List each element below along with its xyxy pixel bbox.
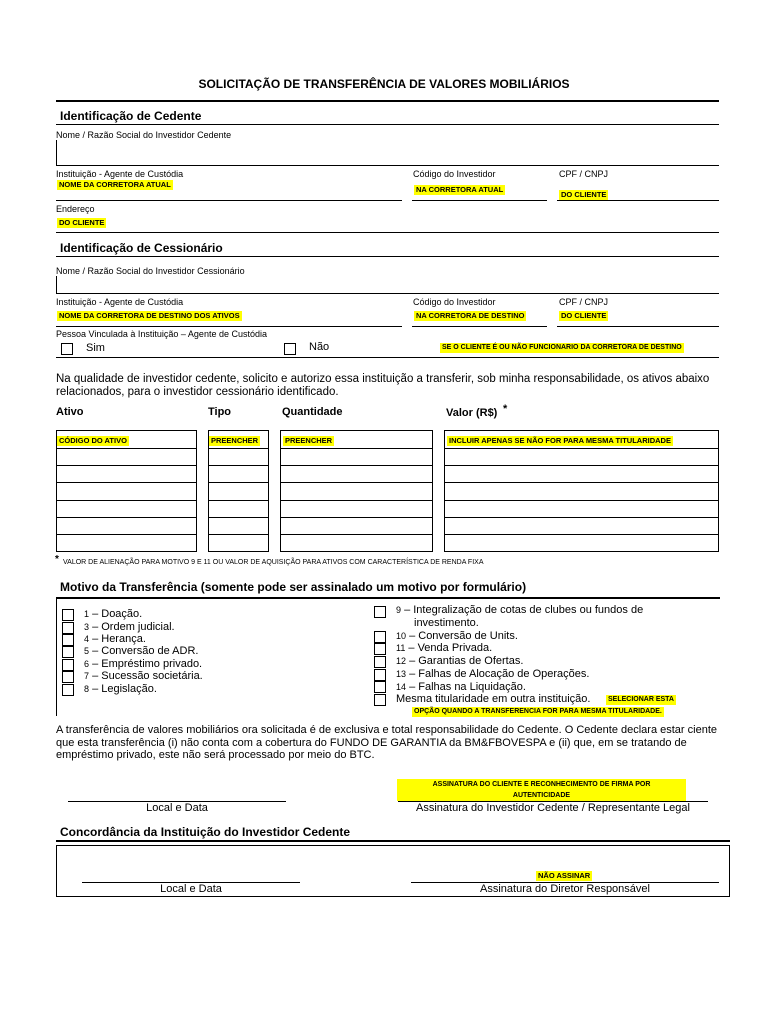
cedente-endereco-label: Endereço	[56, 204, 95, 214]
grid-line	[280, 482, 433, 483]
grid-line	[208, 500, 269, 501]
motivo-6-checkbox[interactable]	[62, 659, 74, 671]
cell-tipo[interactable]: PREENCHER	[211, 436, 259, 445]
grid-line	[280, 430, 433, 431]
col-header-tipo: Tipo	[208, 406, 232, 418]
cedente-endereco-value[interactable]: DO CLIENTE	[59, 218, 105, 227]
motivo-1-label: 1 – Doação.	[84, 608, 143, 620]
cedente-section-rule	[56, 124, 719, 125]
cedente-nome-line	[56, 165, 719, 166]
concordancia-right-border	[729, 845, 730, 897]
cessionario-codigo-label: Código do Investidor	[413, 297, 496, 307]
grid-line	[208, 551, 269, 552]
cedente-codigo-value[interactable]: NA CORRETORA ATUAL	[416, 185, 504, 194]
grid-line	[444, 517, 719, 518]
cedente-nome-input[interactable]	[57, 141, 717, 165]
motivo-mesma-note-2: OPÇÃO QUANDO A TRANSFERENCIA FOR PARA MESMA TITULARIDADE.	[414, 708, 662, 715]
grid-line	[208, 430, 269, 431]
motivo-4-checkbox[interactable]	[62, 634, 74, 646]
motivo-12-label: 12 – Garantias de Ofertas.	[396, 655, 524, 667]
grid-line	[56, 517, 197, 518]
grid-line	[280, 465, 433, 466]
local-data-label: Local e Data	[146, 802, 208, 814]
grid-line	[444, 482, 719, 483]
motivo-9-checkbox[interactable]	[374, 606, 386, 618]
motivo-13-label: 13 – Falhas de Alocação de Operações.	[396, 668, 590, 680]
cedente-codigo-label: Código do Investidor	[413, 169, 496, 179]
grid-line	[56, 500, 197, 501]
motivo-5-label: 5 – Conversão de ADR.	[84, 645, 199, 657]
motivo-10-checkbox[interactable]	[374, 631, 386, 643]
grid-line	[208, 465, 269, 466]
cessionario-inst-value[interactable]: NOME DA CORRETORA DE DESTINO DOS ATIVOS	[59, 311, 240, 320]
grid-line	[444, 500, 719, 501]
grid-line	[444, 430, 719, 431]
cessionario-nome-line	[56, 293, 719, 294]
concordancia-section-rule	[56, 840, 730, 842]
cedente-endereco-line	[56, 232, 719, 233]
vinculada-note: SE O CLIENTE É OU NÃO FUNCIONARIO DA CORRETORA DE DESTINO	[442, 344, 682, 351]
motivo-9-label: 9 – Integralização de cotas de clubes ou fundos de	[396, 604, 644, 616]
grid-line	[444, 551, 719, 552]
cessionario-codigo-value[interactable]: NA CORRETORA DE DESTINO	[416, 311, 525, 320]
grid-line	[56, 534, 197, 535]
cessionario-cpf-value[interactable]: DO CLIENTE	[561, 311, 607, 320]
cedente-inst-line	[56, 200, 402, 201]
motivo-9-label-cont: investimento.	[414, 617, 479, 629]
motivo-mesma-label: Mesma titularidade em outra instituição.	[396, 693, 591, 705]
motivo-8-checkbox[interactable]	[62, 684, 74, 696]
vinculada-nao-label: Não	[309, 341, 330, 353]
grid-line	[280, 517, 433, 518]
cessionario-nome-input[interactable]	[57, 277, 717, 293]
cessionario-inst-label: Instituição - Agente de Custódia	[56, 297, 184, 307]
motivo-11-checkbox[interactable]	[374, 643, 386, 655]
footnote-text: VALOR DE ALIENAÇÃO PARA MOTIVO 9 E 11 OU VALOR DE AQUISIÇÃO PARA ATIVOS COM CARACTERÍSTICA DE RENDA FIXA	[63, 559, 484, 566]
grid-line	[56, 448, 197, 449]
concordancia-box-bottom	[56, 896, 730, 897]
vinculada-line	[56, 357, 719, 358]
grid-line	[280, 500, 433, 501]
cessionario-section-rule	[56, 256, 719, 257]
motivo-1-checkbox[interactable]	[62, 609, 74, 621]
cessionario-inst-line	[56, 326, 402, 327]
assinatura-note: ASSINATURA DO CLIENTE E RECONHECIMENTO DE FIRMA POR AUTENTICIDADE	[397, 779, 686, 801]
col-header-valor: Valor (R$)	[446, 407, 498, 419]
grid-line	[280, 448, 433, 449]
col-header-ativo: Ativo	[56, 406, 84, 418]
grid-line	[280, 534, 433, 535]
vinculada-nao-checkbox[interactable]	[284, 343, 296, 355]
motivo-12-checkbox[interactable]	[374, 656, 386, 668]
col-header-quantidade: Quantidade	[282, 406, 343, 418]
grid-line	[444, 534, 719, 535]
motivo-section-rule	[56, 597, 720, 599]
motivo-8-label: 8 – Legislação.	[84, 683, 157, 695]
motivo-3-label: 3 – Ordem judicial.	[84, 621, 175, 633]
motivo-6-label: 6 – Empréstimo privado.	[84, 658, 203, 670]
grid-line	[56, 430, 197, 431]
grid-line	[56, 551, 197, 552]
motivo-3-checkbox[interactable]	[62, 622, 74, 634]
cedente-cpf-value[interactable]: DO CLIENTE	[561, 190, 607, 199]
motivo-left-border	[56, 598, 57, 716]
motivo-7-checkbox[interactable]	[62, 671, 74, 683]
vinculada-sim-checkbox[interactable]	[61, 343, 73, 355]
cedente-codigo-line	[412, 200, 547, 201]
motivo-5-checkbox[interactable]	[62, 646, 74, 658]
cedente-cpf-label: CPF / CNPJ	[559, 169, 609, 179]
concordancia-section-title: Concordância da Instituição do Investidor Cedente	[60, 825, 351, 839]
cessionario-cpf-line	[557, 326, 719, 327]
cell-valor[interactable]: INCLUIR APENAS SE NÃO FOR PARA MESMA TITULARIDADE	[449, 436, 671, 445]
motivo-section-title: Motivo da Transferência (somente pode ser assinalado um motivo por formulário)	[60, 580, 527, 594]
cessionario-codigo-line	[412, 326, 547, 327]
assinatura-investidor-label: Assinatura do Investidor Cedente / Representante Legal	[416, 802, 690, 814]
motivo-7-label: 7 – Sucessão societária.	[84, 670, 203, 682]
motivo-13-checkbox[interactable]	[374, 669, 386, 681]
vinculada-sim-label: Sim	[86, 342, 105, 354]
grid-line	[444, 448, 719, 449]
grid-line	[208, 534, 269, 535]
grid-line	[208, 517, 269, 518]
cessionario-vinculada-label: Pessoa Vinculada à Instituição – Agente de Custódia	[56, 329, 267, 339]
motivo-14-checkbox[interactable]	[374, 681, 386, 693]
title-rule	[56, 100, 719, 102]
motivo-11-label: 11 – Venda Privada.	[396, 642, 493, 654]
concordancia-local-data-label: Local e Data	[160, 883, 222, 895]
cell-quantidade[interactable]: PREENCHER	[285, 436, 333, 445]
grid-line	[56, 482, 197, 483]
motivo-14-label: 14 – Falhas na Liquidação.	[396, 681, 526, 693]
grid-line	[208, 448, 269, 449]
intro-paragraph: Na qualidade de investidor cedente, solicito e autorizo essa instituição a transferir, sob minha responsabilidade, os ativos abaixo relacionados, para o investidor cessionário identificado.	[56, 373, 710, 398]
grid-line	[280, 551, 433, 552]
grid-line	[444, 465, 719, 466]
valor-asterisk: *	[503, 403, 508, 415]
motivo-mesma-checkbox[interactable]	[374, 694, 386, 706]
cedente-inst-label: Instituição - Agente de Custódia	[56, 169, 184, 179]
grid-line	[56, 465, 197, 466]
concordancia-box-top	[56, 845, 730, 846]
grid-line	[208, 482, 269, 483]
concordancia-left-border	[56, 845, 57, 897]
footnote-asterisk: *	[55, 554, 59, 565]
form-title: SOLICITAÇÃO DE TRANSFERÊNCIA DE VALORES MOBILIÁRIOS	[198, 77, 570, 91]
cedente-inst-value[interactable]: NOME DA CORRETORA ATUAL	[59, 180, 171, 189]
cessionario-nome-label: Nome / Razão Social do Investidor Cessionário	[56, 266, 245, 276]
cessionario-cpf-label: CPF / CNPJ	[559, 297, 609, 307]
concordancia-note: NÃO ASSINAR	[538, 871, 591, 880]
cedente-cpf-line	[557, 200, 719, 201]
motivo-4-label: 4 – Herança.	[84, 633, 146, 645]
motivo-10-label: 10 – Conversão de Units.	[396, 630, 518, 642]
declaracao-paragraph: A transferência de valores mobiliários ora solicitada é de exclusiva e total responsabilidade do Cedente. O Cedente declara estar ciente que esta transferência (i) não conta com a cobertura do FUNDO DE GARANTIA da BM&FBOVESPA e (ii) que, em se tratando de empréstimo privado, este não será processado por meio do BTC.	[56, 724, 717, 761]
cedente-section-title: Identificação de Cedente	[60, 109, 202, 123]
assinatura-diretor-label: Assinatura do Diretor Responsável	[480, 883, 650, 895]
cedente-nome-label: Nome / Razão Social do Investidor Cedente	[56, 130, 232, 140]
cessionario-section-title: Identificação de Cessionário	[60, 241, 223, 255]
motivo-mesma-note-1: SELECIONAR ESTA	[608, 696, 674, 703]
cell-codigo-ativo[interactable]: CÓDIGO DO ATIVO	[59, 436, 127, 445]
